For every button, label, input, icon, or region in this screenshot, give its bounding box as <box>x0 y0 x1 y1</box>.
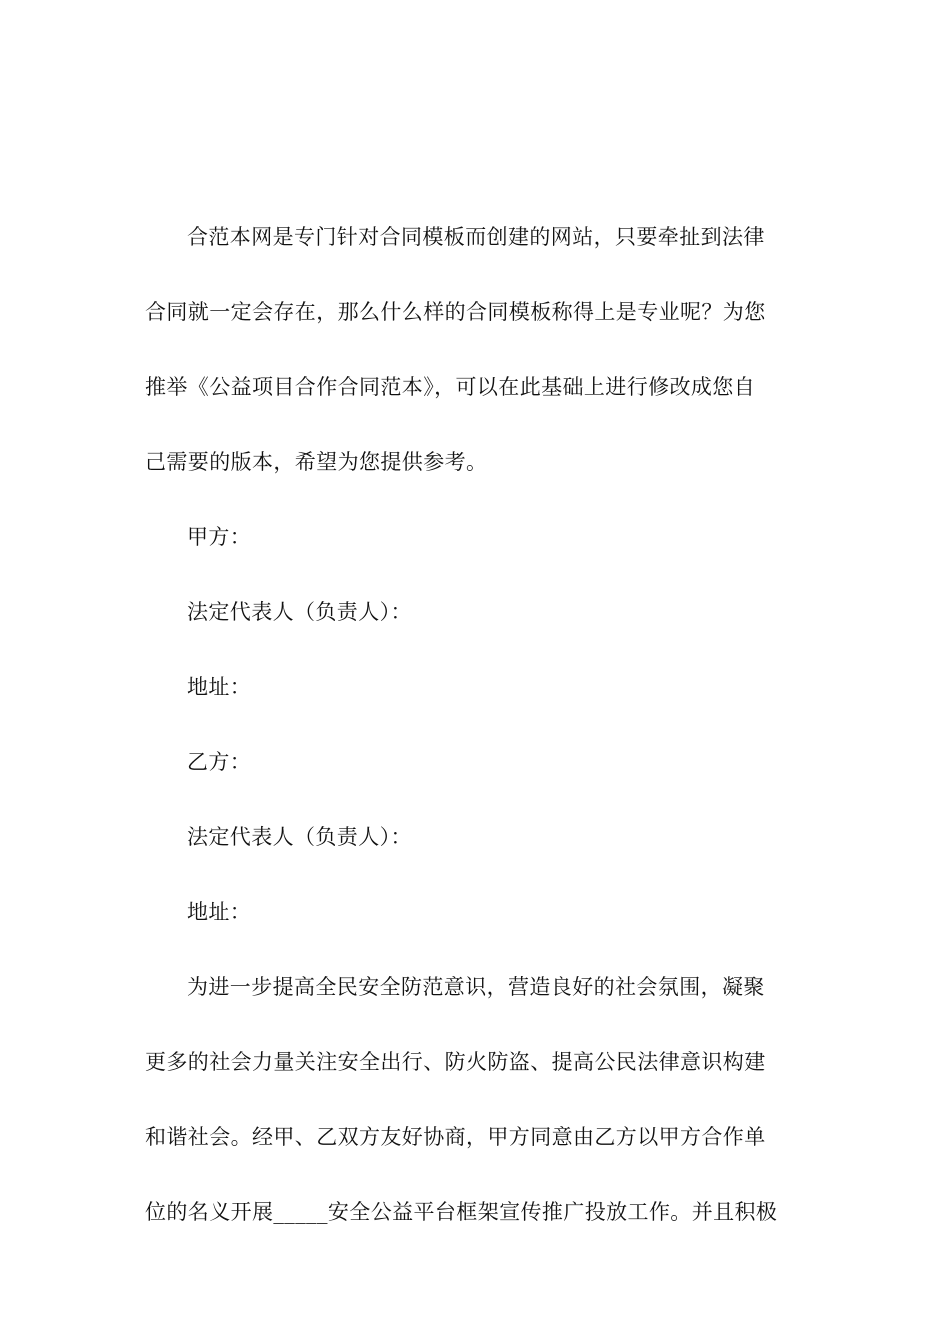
purpose-line-4: 位的名义开展_____安全公益平台框架宣传推广投放工作。并且积极 <box>145 1200 778 1224</box>
party-a-address-label: 地址： <box>187 675 252 699</box>
intro-line-3: 推举《公益项目合作合同范本》，可以在此基础上进行修改成您自 <box>145 375 756 399</box>
purpose-line-3: 和谐社会。经甲、乙双方友好协商，甲方同意由乙方以甲方合作单 <box>145 1125 766 1149</box>
document-body <box>145 200 805 1250</box>
party-b-label: 乙方： <box>187 750 252 774</box>
intro-line-2: 合同就一定会存在，那么什么样的合同模板称得上是专业呢？为您 <box>145 300 766 324</box>
intro-line-4: 己需要的版本，希望为您提供参考。 <box>145 450 488 474</box>
party-b-representative-label: 法定代表人（负责人）： <box>187 825 412 849</box>
party-b-address-label: 地址： <box>187 900 252 924</box>
party-a-label: 甲方： <box>187 525 252 549</box>
intro-paragraph <box>145 200 805 500</box>
purpose-line-1: 为进一步提高全民安全防范意识，营造良好的社会氛围，凝聚 <box>187 975 765 999</box>
intro-line-1: 合范本网是专门针对合同模板而创建的网站，只要牵扯到法律 <box>187 225 765 249</box>
purpose-paragraph <box>145 950 805 1250</box>
purpose-line-2: 更多的社会力量关注安全出行、防火防盗、提高公民法律意识构建 <box>145 1050 766 1074</box>
party-a-representative-label: 法定代表人（负责人）： <box>187 600 412 624</box>
